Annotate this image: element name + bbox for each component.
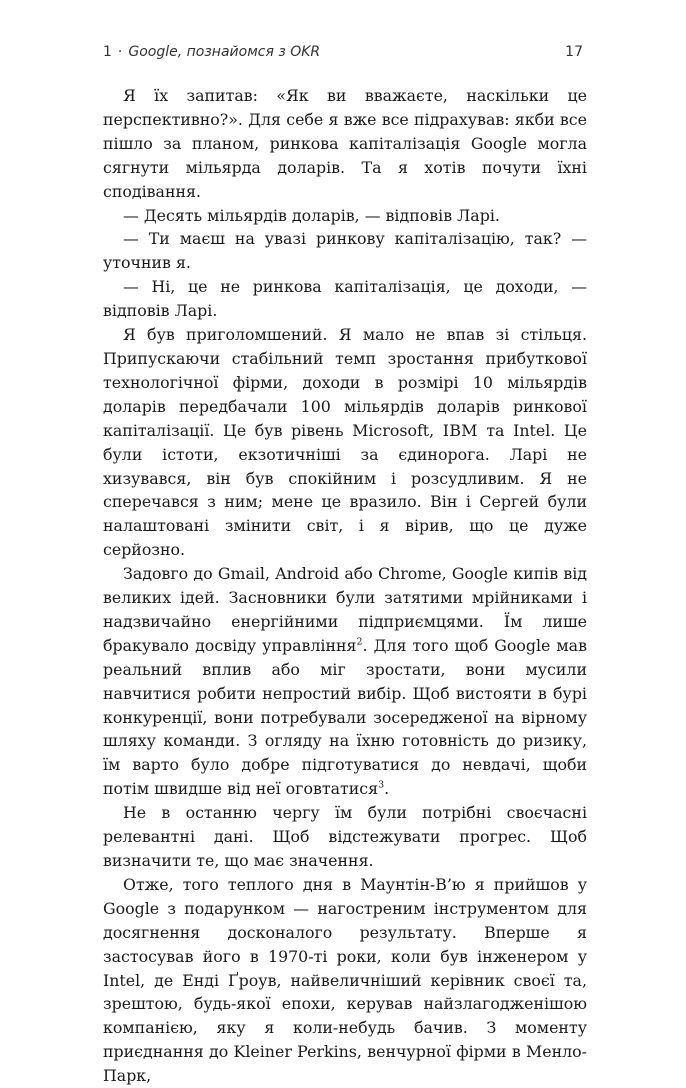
paragraph-7: Не в останню чергу їм були потрібні своєчасні релевантні дані. Щоб відстежувати прогрес. Щоб визначити те, що має значення. (103, 803, 587, 870)
chapter-number: 1 (103, 44, 112, 60)
heading-separator: · (117, 44, 123, 60)
paragraph-6 (103, 562, 587, 801)
chapter-heading (103, 44, 320, 60)
paragraph-8: Отже, того теплого дня в Маунтін-В’ю я прийшов у Google з подарунком — нагостреним інструментом для досягнення досконалого результату. Вперше я застосував його в 1970-ті роки, коли був інженером у Intel, де Енді Ґроув, найвеличніший керівник своєї та, зрештою, будь-якої епохи, керував найзлагодженішою компанією, яку я коли-небудь бачив. З моменту приєднання до Kleiner Perkins, венчурної фірми в Менло-Парк, (103, 874, 587, 1086)
paragraph-6-text-a: Задовго до Gmail, Android або Chrome, Google кипів від великих ідей. Засновники були затятими мрійниками і надзвичайно енергійними підприємцями. Їм лише бракувало досвіду управління (103, 564, 587, 655)
chapter-title: Google, познайомся з OKR (128, 44, 321, 60)
paragraph-5-text-a: Я був приголомшений. Я мало не впав зі стільця. Припускаючи стабільний темп зростання прибуткової технологічної фірми, доходи в розмірі 10 мільярдів доларів передбачали 100 мільярдів доларів ринкової капіталізації. Це був рівень Microsoft, (103, 325, 587, 440)
paragraph-1: Я їх запитав: «Як ви вважаєте, наскільки це перспективно?». Для себе я вже все підрахував: якби все пішло за планом, ринкова капіталізація Google могла сягнути мільярда доларів. Та я хотів почути їхні сподівання. (103, 86, 587, 201)
paragraph-3: — Ти маєш на увазі ринкову капіталізацію, так? — уточнив я. (103, 229, 587, 273)
footnote-ref-3: 3 (378, 780, 385, 792)
paragraph-4: — Ні, це не ринкова капіталізація, це доходи, — відповів Ларі. (103, 277, 587, 321)
ibm-small-caps: IBM (442, 420, 478, 440)
footnote-ref-2: 2 (356, 636, 363, 648)
running-head (103, 44, 583, 68)
paragraph-2: — Десять мільярдів доларів, — відповів Ларі. (123, 205, 500, 225)
paragraph-5-text-b: та Intel. Це були істоти, екзотичніші за єдинорога. Ларі не хизувався, він був спокійним і розсудливим. Я не сперечався з ним; мене це вразило. Він і Сергей були налаштовані змінити світ, і я вірив, що це дуже серйозно. (103, 420, 587, 560)
body-text (103, 84, 587, 1088)
paragraph-6-text-b: . Для того щоб Google мав реальний вплив або міг зростати, вони мусили навчитися робити непростий вибір. Щоб вистояти в бурі конкуренції, вони потребували зосередженої на вірному шляху команди. З огляду на їхню готовність до ризику, їм варто було добре підготуватися до невдачі, щоби потім швидше від неї оговтатися (103, 635, 587, 799)
page-number: 17 (565, 44, 583, 60)
paragraph-5 (103, 323, 587, 562)
paragraph-6-text-c: . (384, 779, 390, 799)
